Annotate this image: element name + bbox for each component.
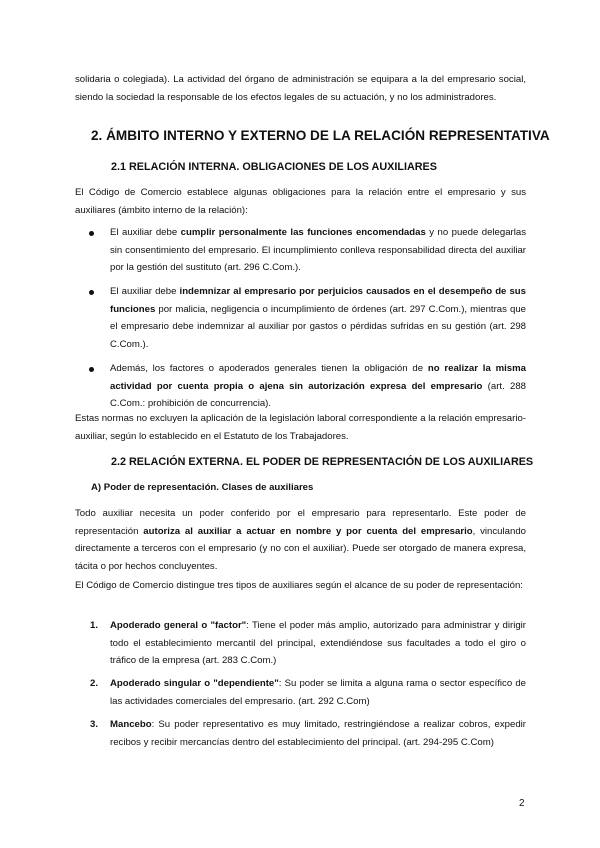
- internal-closing-paragraph: Estas normas no excluyen la aplicación de la legislación laboral correspondiente a la relación empresario-auxiliar, según lo establecido en el Estatuto de los Trabajadores.: [75, 413, 526, 442]
- bullet-icon: [89, 290, 94, 295]
- subsection-heading-external: 2.2 RELACIÓN EXTERNA. EL PODER DE REPRESENTACIÓN DE LOS AUXILIARES: [111, 456, 534, 468]
- list-number: 3.: [90, 719, 99, 730]
- representation-paragraph: Todo auxiliar necesita un poder conferido por el empresario para representarlo. Este poder de representación autoriza al auxiliar a actuar en nombre y por cuenta del empresario, vinculando directamente a terceros con el empresario (y no con el auxiliar). Puede ser otorgado de manera expresa, tácita o por hechos concluyentes.: [75, 508, 526, 572]
- list-number: 1.: [90, 620, 99, 631]
- subsection-heading-internal: 2.1 RELACIÓN INTERNA. OBLIGACIONES DE LOS AUXILIARES: [111, 161, 437, 173]
- internal-intro-paragraph: El Código de Comercio establece algunas obligaciones para la relación entre el empresario y sus auxiliares (ámbito interno de la relación):: [75, 187, 526, 216]
- list-number: 2.: [90, 678, 99, 689]
- bullet-text: El auxiliar debe cumplir personalmente las funciones encomendadas y no puede delegarlas sin consentimiento del empresario. El incumplimiento conlleva responsabilidad directa del auxiliar por la gestión del sustituto (art. 296 C.Com.).: [110, 227, 527, 273]
- bullet-icon: [89, 367, 94, 372]
- subheading-power-of-representation: A) Poder de representación. Clases de auxiliares: [91, 482, 314, 493]
- bullet-text: Además, los factores o apoderados generales tienen la obligación de no realizar la misma actividad por cuenta propia o ajena sin autorización expresa del empresario (art. 288 C.Com.: prohibición de concurrencia).: [110, 363, 526, 409]
- intro-paragraph: solidaria o colegiada). La actividad del órgano de administración se equipara a la del empresario social, siendo la sociedad la responsable de los efectos legales de su actuación, y no los administradores.: [75, 74, 526, 103]
- bullet-icon: [89, 231, 94, 236]
- page-number: 2: [519, 798, 525, 809]
- section-heading: 2. ÁMBITO INTERNO Y EXTERNO DE LA RELACIÓN REPRESENTATIVA: [91, 128, 550, 143]
- type-text: Apoderado singular o "dependiente": Su poder se limita a alguna rama o sector específico de las actividades comerciales del empresario. (art. 292 C.Com): [110, 678, 526, 707]
- types-intro-paragraph: El Código de Comercio distingue tres tipos de auxiliares según el alcance de su poder de representación:: [75, 580, 523, 591]
- type-text: Mancebo: Su poder representativo es muy limitado, restringiéndose a realizar cobros, expedir recibos y recibir mercancías dentro del establecimiento del principal. (art. 294-295 C.Com): [110, 719, 526, 748]
- type-text: Apoderado general o "factor": Tiene el poder más amplio, autorizado para administrar y dirigir todo el establecimiento mercantil del principal, extendiéndose sus facultades a todo el giro o tráfico de la empresa (art. 283 C.Com.): [110, 620, 526, 666]
- bullet-text: El auxiliar debe indemnizar al empresario por perjuicios causados en el desempeño de sus funciones por malicia, negligencia o incumplimiento de órdenes (art. 297 C.Com.), mientras que el empresario debe indemnizar al auxiliar por gastos o pérdidas sufridas en su gestión (art. 298 C.Com.).: [110, 286, 527, 350]
